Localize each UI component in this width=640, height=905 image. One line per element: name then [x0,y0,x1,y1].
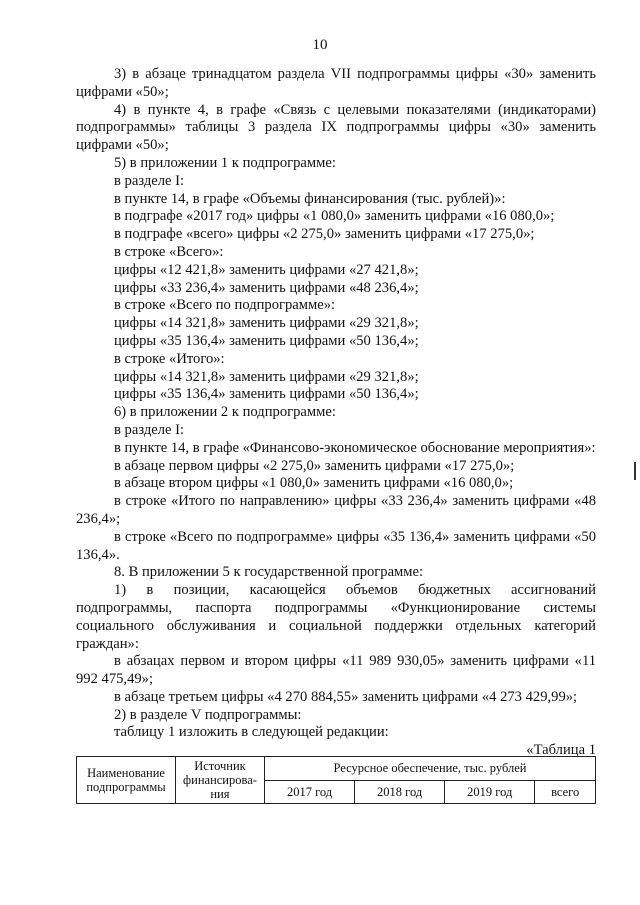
paragraph: в абзаце третьем цифры «4 270 884,55» заменить цифрами «4 273 429,99»; [114,688,578,705]
paragraph: в строке «Всего по подпрограмме» цифры «35 136,4» заменить цифрами «50 136,4». [76,528,596,563]
table-header-row [77,757,596,781]
paragraph: цифры «14 321,8» заменить цифрами «29 321,8»; [114,315,419,332]
paragraph: в строке «Итого»: [114,350,225,367]
paragraph: в пункте 14, в графе «Финансово-экономическое обоснование мероприятия»: [114,439,596,456]
paragraph-list [76,66,596,742]
paragraph: в абзацах первом и втором цифры «11 989 930,05» заменить цифрами «11 992 475,49»; [76,653,596,688]
paragraph: в строке «Всего»: [114,243,224,260]
header-subprogram-name: Наименование подпрограммы [77,757,176,804]
header-funding-source: Источник финансирова-ния [176,757,265,804]
paragraph: в абзаце втором цифры «1 080,0» заменить цифрами «16 080,0»; [114,475,514,492]
header-year-2017: 2017 год [265,780,355,804]
header-year-2019: 2019 год [445,780,535,804]
paragraph: цифры «33 236,4» заменить цифрами «48 236,4»; [114,279,419,296]
paragraph: 8. В приложении 5 к государственной программе: [114,564,424,581]
scan-edge-mark [634,462,636,480]
paragraph: в разделе I: [114,421,185,438]
paragraph: 5) в приложении 1 к подпрограмме: [114,154,336,171]
header-total: всего [535,780,596,804]
paragraph: 4) в пункте 4, в графе «Связь с целевыми показателями (индикаторами) подпрограммы» таблицы 3 раздела IX подпрограммы цифры «30» заменить цифрами «50»; [76,101,596,154]
paragraph: цифры «12 421,8» заменить цифрами «27 421,8»; [114,261,419,278]
paragraph: 2) в разделе V подпрограммы: [114,706,302,723]
paragraph: в подграфе «всего» цифры «2 275,0» заменить цифрами «17 275,0»; [114,226,535,243]
paragraph: цифры «14 321,8» заменить цифрами «29 321,8»; [114,368,419,385]
paragraph: в пункте 14, в графе «Объемы финансирования (тыс. рублей)»: [114,190,506,207]
paragraph: в подграфе «2017 год» цифры «1 080,0» заменить цифрами «16 080,0»; [114,208,555,225]
paragraph: 3) в абзаце тринадцатом раздела VII подпрограммы цифры «30» заменить цифрами «50»; [76,66,596,100]
paragraph: 6) в приложении 2 к подпрограмме: [114,404,336,421]
paragraph: 1) в позиции, касающейся объемов бюджетных ассигнований подпрограммы, паспорта подпрограммы «Функционирование системы социального обслуживания и социальной поддержки отдельных категорий граждан»: [76,582,596,652]
paragraph: таблицу 1 изложить в следующей редакции: [114,724,389,741]
document-body [76,66,596,760]
header-year-2018: 2018 год [355,780,445,804]
paragraph: в строке «Итого по направлению» цифры «33 236,4» заменить цифрами «48 236,4»; [76,493,596,527]
paragraph: в абзаце первом цифры «2 275,0» заменить цифрами «17 275,0»; [114,457,515,474]
resource-table [76,756,596,804]
page-number: 10 [312,37,328,53]
paragraph: в строке «Всего по подпрограмме»: [114,297,336,314]
paragraph: цифры «35 136,4» заменить цифрами «50 136,4»; [114,386,419,403]
header-resource-group: Ресурсное обеспечение, тыс. рублей [265,757,596,781]
table-caption: «Таблица 1 [526,742,596,759]
paragraph: в разделе I: [114,172,185,189]
paragraph: цифры «35 136,4» заменить цифрами «50 136,4»; [114,332,419,349]
